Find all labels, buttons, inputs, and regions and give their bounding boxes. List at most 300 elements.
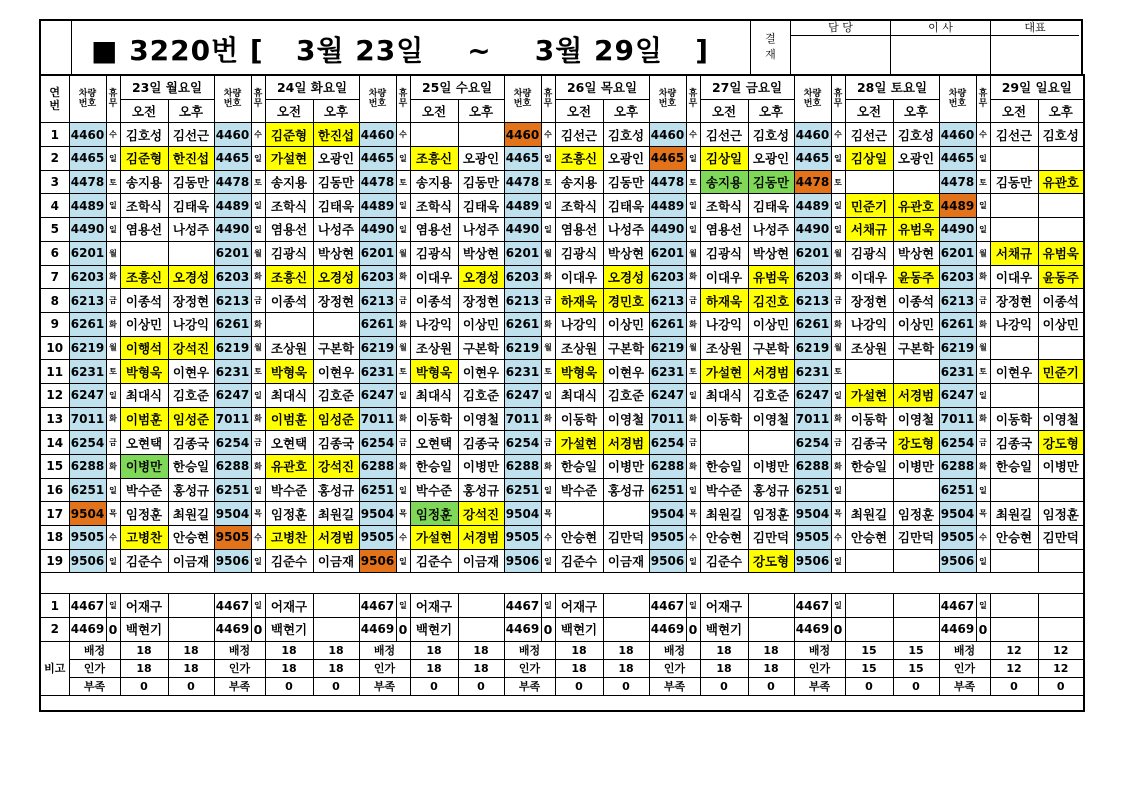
pm-header: 오후 <box>748 99 794 123</box>
driver-am: 한승일 <box>990 455 1038 479</box>
driver-pm: 이현우 <box>603 360 649 384</box>
driver-am: 김광식 <box>555 241 603 265</box>
driver-pm: 김동만 <box>313 170 359 194</box>
driver-am: 나강익 <box>410 312 458 336</box>
car-number: 9506 <box>504 549 541 573</box>
driver-am: 임정훈 <box>120 502 168 526</box>
car-number: 6213 <box>504 289 541 313</box>
rest-day: 일 <box>106 594 120 618</box>
rest-day: 토 <box>831 360 845 384</box>
rest-day: 월 <box>541 336 555 360</box>
footer-row-label: 배정 <box>794 641 845 659</box>
driver-am <box>990 618 1038 642</box>
footer-value-pm: 0 <box>1038 677 1084 695</box>
driver-am: 조흥신 <box>555 147 603 171</box>
rest-day: 화 <box>106 407 120 431</box>
car-number: 4490 <box>504 218 541 242</box>
rest-day: 일 <box>541 594 555 618</box>
rest-day: 0 <box>686 618 700 642</box>
driver-am: 조상원 <box>265 336 313 360</box>
rest-day: 토 <box>251 170 265 194</box>
car-number: 6261 <box>214 312 251 336</box>
car-number-header: 차량 번호 <box>359 75 396 123</box>
driver-am <box>845 360 893 384</box>
rest-day: 화 <box>396 407 410 431</box>
car-number: 6231 <box>214 360 251 384</box>
car-number: 6247 <box>214 383 251 407</box>
driver-am: 백현기 <box>120 618 168 642</box>
driver-am: 염용선 <box>265 218 313 242</box>
rest-day: 일 <box>831 478 845 502</box>
driver-am: 박형욱 <box>555 360 603 384</box>
car-number: 4465 <box>939 147 976 171</box>
rest-day: 토 <box>976 170 990 194</box>
car-number: 6288 <box>504 455 541 479</box>
rest-day: 토 <box>396 170 410 194</box>
rest-day: 토 <box>106 170 120 194</box>
footer-row <box>40 641 1084 659</box>
rest-day-header: 휴 무 <box>686 75 700 123</box>
driver-am: 서채규 <box>990 241 1038 265</box>
rest-day: 일 <box>686 194 700 218</box>
driver-am <box>990 594 1038 618</box>
driver-pm: 이상민 <box>1038 312 1084 336</box>
footer-value-pm: 0 <box>893 677 939 695</box>
pm-header: 오후 <box>1038 99 1084 123</box>
driver-pm <box>748 618 794 642</box>
driver-pm: 장정현 <box>168 289 214 313</box>
car-number: 6247 <box>794 383 831 407</box>
rest-day: 화 <box>831 265 845 289</box>
rest-day: 일 <box>686 478 700 502</box>
footer-value-am: 0 <box>555 677 603 695</box>
car-number: 6213 <box>939 289 976 313</box>
driver-am <box>845 170 893 194</box>
rest-day: 화 <box>686 407 700 431</box>
car-number: 9504 <box>69 502 106 526</box>
rest-day: 일 <box>976 594 990 618</box>
car-number: 9505 <box>69 526 106 550</box>
driver-pm: 윤동주 <box>1038 265 1084 289</box>
car-number: 4465 <box>504 147 541 171</box>
driver-am: 김선근 <box>845 123 893 147</box>
footer-value-am: 12 <box>990 659 1038 677</box>
driver-am <box>410 123 458 147</box>
footer-value-am: 12 <box>990 641 1038 659</box>
am-header: 오전 <box>700 99 748 123</box>
driver-pm: 이병만 <box>458 455 504 479</box>
car-number: 6231 <box>69 360 106 384</box>
driver-am: 유관호 <box>265 455 313 479</box>
driver-pm: 이현우 <box>168 360 214 384</box>
rest-day: 토 <box>976 360 990 384</box>
driver-am: 조흥신 <box>265 265 313 289</box>
driver-am: 최대식 <box>410 383 458 407</box>
car-number: 6231 <box>939 360 976 384</box>
car-number: 4478 <box>504 170 541 194</box>
car-number: 4467 <box>69 594 106 618</box>
rest-day: 화 <box>106 312 120 336</box>
car-number: 4469 <box>794 618 831 642</box>
rest-day: 수 <box>541 526 555 550</box>
driver-am: 박수준 <box>555 478 603 502</box>
driver-pm: 한진섭 <box>168 147 214 171</box>
car-number: 4469 <box>649 618 686 642</box>
row-number: 2 <box>40 147 69 171</box>
driver-pm <box>168 594 214 618</box>
driver-pm: 김호준 <box>748 383 794 407</box>
rest-day: 화 <box>541 312 555 336</box>
row-number: 3 <box>40 170 69 194</box>
rest-day: 금 <box>831 289 845 313</box>
pm-header: 오후 <box>313 99 359 123</box>
row-number: 8 <box>40 289 69 313</box>
table-row <box>40 407 1084 431</box>
car-number: 7011 <box>69 407 106 431</box>
car-number: 6254 <box>69 431 106 455</box>
footer-value-am: 18 <box>265 641 313 659</box>
driver-pm: 임정훈 <box>893 502 939 526</box>
car-number: 6231 <box>359 360 396 384</box>
table-row <box>40 594 1084 618</box>
driver-am <box>845 618 893 642</box>
car-number: 7011 <box>939 407 976 431</box>
rest-day: 일 <box>251 478 265 502</box>
row-number-header: 연 번 <box>40 75 69 123</box>
driver-am: 조상원 <box>700 336 748 360</box>
approval-col-director <box>891 21 991 74</box>
am-header: 오전 <box>120 99 168 123</box>
car-number: 4469 <box>359 618 396 642</box>
table-row <box>40 265 1084 289</box>
approval-role: 대표 <box>991 21 1079 36</box>
driver-am: 김종국 <box>990 431 1038 455</box>
driver-am: 최원길 <box>990 502 1038 526</box>
footer-value-pm: 15 <box>893 641 939 659</box>
rest-day: 일 <box>541 549 555 573</box>
driver-pm: 이영철 <box>603 407 649 431</box>
rest-day-header: 휴 무 <box>541 75 555 123</box>
driver-am: 오현택 <box>265 431 313 455</box>
driver-pm: 김호준 <box>313 383 359 407</box>
blank-cell <box>40 695 1084 711</box>
driver-am: 한승일 <box>410 455 458 479</box>
car-number: 7011 <box>214 407 251 431</box>
driver-am: 가설현 <box>700 360 748 384</box>
driver-am: 이동학 <box>990 407 1038 431</box>
driver-pm: 홍성규 <box>168 478 214 502</box>
driver-am: 장정현 <box>845 289 893 313</box>
driver-am <box>845 594 893 618</box>
driver-am: 송지용 <box>700 170 748 194</box>
driver-pm <box>893 170 939 194</box>
rest-day: 월 <box>396 336 410 360</box>
car-number: 4489 <box>939 194 976 218</box>
car-number: 9504 <box>649 502 686 526</box>
driver-am: 염용선 <box>120 218 168 242</box>
driver-pm: 경민호 <box>603 289 649 313</box>
car-number: 6247 <box>939 383 976 407</box>
driver-am: 민준기 <box>845 194 893 218</box>
driver-am: 백현기 <box>700 618 748 642</box>
driver-pm: 오광인 <box>603 147 649 171</box>
rest-day: 일 <box>831 147 845 171</box>
driver-pm: 김동만 <box>458 170 504 194</box>
driver-am: 조흥신 <box>410 147 458 171</box>
rest-day: 0 <box>831 618 845 642</box>
driver-am: 나강익 <box>845 312 893 336</box>
car-number: 6219 <box>69 336 106 360</box>
rest-day: 0 <box>396 618 410 642</box>
driver-pm: 강석진 <box>168 336 214 360</box>
footer-row <box>40 659 1084 677</box>
car-number: 4490 <box>794 218 831 242</box>
driver-pm: 윤동주 <box>893 265 939 289</box>
driver-pm: 민준기 <box>1038 360 1084 384</box>
footer-value-am: 18 <box>120 659 168 677</box>
rest-day: 금 <box>686 289 700 313</box>
driver-pm: 구본학 <box>458 336 504 360</box>
footer-value-am: 0 <box>990 677 1038 695</box>
table-row <box>40 618 1084 642</box>
rest-day: 화 <box>976 455 990 479</box>
rest-day: 목 <box>251 502 265 526</box>
car-number: 9504 <box>359 502 396 526</box>
driver-am: 최대식 <box>555 383 603 407</box>
footer-row-label: 부족 <box>359 677 410 695</box>
table-row <box>40 289 1084 313</box>
rest-day: 일 <box>251 383 265 407</box>
driver-pm: 박상현 <box>893 241 939 265</box>
car-number: 4460 <box>794 123 831 147</box>
car-number: 6213 <box>214 289 251 313</box>
driver-am: 가설현 <box>410 526 458 550</box>
driver-am: 안승현 <box>555 526 603 550</box>
driver-am <box>845 549 893 573</box>
driver-pm: 김만덕 <box>1038 526 1084 550</box>
rest-day: 일 <box>831 383 845 407</box>
car-number: 6261 <box>504 312 541 336</box>
driver-pm: 강석진 <box>458 502 504 526</box>
rest-day: 일 <box>251 549 265 573</box>
car-number: 6261 <box>794 312 831 336</box>
driver-am: 조상원 <box>555 336 603 360</box>
footer-row-label: 부족 <box>794 677 845 695</box>
driver-pm: 김종국 <box>458 431 504 455</box>
rest-day: 일 <box>541 147 555 171</box>
footer-row-label: 배정 <box>649 641 700 659</box>
car-number: 4489 <box>359 194 396 218</box>
table-row <box>40 455 1084 479</box>
driver-am: 이동학 <box>700 407 748 431</box>
driver-pm: 김만덕 <box>603 526 649 550</box>
rest-day: 일 <box>686 383 700 407</box>
rest-day: 수 <box>976 526 990 550</box>
footer-value-pm: 18 <box>603 659 649 677</box>
footer-value-pm: 18 <box>313 641 359 659</box>
car-number-header: 차량 번호 <box>649 75 686 123</box>
driver-pm <box>748 594 794 618</box>
rest-day: 금 <box>831 431 845 455</box>
driver-am: 조학식 <box>265 194 313 218</box>
car-number: 4478 <box>794 170 831 194</box>
rest-day: 목 <box>541 502 555 526</box>
table-row <box>40 123 1084 147</box>
footer-row-label: 부족 <box>504 677 555 695</box>
footer-value-am: 18 <box>410 659 458 677</box>
driver-pm: 이금재 <box>313 549 359 573</box>
driver-am: 한승일 <box>555 455 603 479</box>
approval-box <box>750 21 1081 74</box>
page-title: ■ 3220번 [ 3월 23일 ~ 3월 29일 ] <box>91 34 710 67</box>
car-number: 6203 <box>794 265 831 289</box>
driver-am: 김준형 <box>120 147 168 171</box>
driver-am: 이대우 <box>555 265 603 289</box>
car-number: 6251 <box>359 478 396 502</box>
car-number: 4478 <box>939 170 976 194</box>
rest-day: 토 <box>106 360 120 384</box>
footer-value-pm: 12 <box>1038 641 1084 659</box>
driver-am: 박형욱 <box>120 360 168 384</box>
driver-am: 김준수 <box>555 549 603 573</box>
day-header: 27일 금요일 <box>700 75 794 99</box>
car-number: 4467 <box>649 594 686 618</box>
driver-pm <box>603 618 649 642</box>
car-number: 6231 <box>504 360 541 384</box>
footer-value-pm: 18 <box>168 641 214 659</box>
driver-pm <box>893 618 939 642</box>
driver-am: 김호성 <box>120 123 168 147</box>
car-number: 9505 <box>939 526 976 550</box>
driver-am: 임정훈 <box>410 502 458 526</box>
car-number: 6201 <box>649 241 686 265</box>
car-number: 6254 <box>649 431 686 455</box>
rest-day: 일 <box>976 194 990 218</box>
rest-day: 화 <box>541 407 555 431</box>
rest-day: 화 <box>396 312 410 336</box>
driver-pm: 이영철 <box>748 407 794 431</box>
driver-pm: 안승현 <box>168 526 214 550</box>
rest-day: 일 <box>831 594 845 618</box>
driver-pm: 유관호 <box>893 194 939 218</box>
driver-pm: 오광인 <box>313 147 359 171</box>
car-number: 6247 <box>504 383 541 407</box>
driver-pm: 구본학 <box>748 336 794 360</box>
driver-am: 김준수 <box>120 549 168 573</box>
driver-pm <box>313 312 359 336</box>
driver-pm: 서경범 <box>893 383 939 407</box>
rest-day: 일 <box>686 594 700 618</box>
driver-pm: 유범욱 <box>1038 241 1084 265</box>
rest-day: 수 <box>106 123 120 147</box>
driver-pm <box>168 241 214 265</box>
car-number: 6201 <box>359 241 396 265</box>
driver-pm: 이금재 <box>168 549 214 573</box>
row-number: 2 <box>40 618 69 642</box>
rest-day: 토 <box>396 360 410 384</box>
footer-row-label: 부족 <box>939 677 990 695</box>
footer-row-label: 부족 <box>649 677 700 695</box>
driver-pm: 오경성 <box>458 265 504 289</box>
car-number: 4460 <box>69 123 106 147</box>
driver-am: 송지용 <box>120 170 168 194</box>
car-number: 6251 <box>649 478 686 502</box>
rest-day: 일 <box>106 194 120 218</box>
day-header: 29일 일요일 <box>990 75 1084 99</box>
driver-pm: 나성주 <box>313 218 359 242</box>
driver-pm: 임성준 <box>313 407 359 431</box>
driver-pm: 나성주 <box>458 218 504 242</box>
car-number: 6288 <box>939 455 976 479</box>
footer-value-pm: 18 <box>458 641 504 659</box>
driver-pm: 한승일 <box>168 455 214 479</box>
car-number: 6213 <box>69 289 106 313</box>
rest-day: 화 <box>831 407 845 431</box>
table-row <box>40 147 1084 171</box>
driver-pm <box>1038 336 1084 360</box>
table-row <box>40 526 1084 550</box>
header-row <box>40 75 1084 99</box>
driver-pm: 김종국 <box>168 431 214 455</box>
rest-day: 일 <box>976 549 990 573</box>
rest-day: 금 <box>106 289 120 313</box>
driver-pm: 이상민 <box>893 312 939 336</box>
driver-am: 어재구 <box>265 594 313 618</box>
pm-header: 오후 <box>168 99 214 123</box>
am-header: 오전 <box>410 99 458 123</box>
footer-value-pm: 0 <box>748 677 794 695</box>
driver-am: 나강익 <box>990 312 1038 336</box>
driver-pm: 임정훈 <box>748 502 794 526</box>
car-number: 6219 <box>939 336 976 360</box>
driver-am: 어재구 <box>555 594 603 618</box>
footer-value-am: 0 <box>845 677 893 695</box>
car-number: 4465 <box>69 147 106 171</box>
car-number: 6203 <box>649 265 686 289</box>
car-number: 9506 <box>214 549 251 573</box>
driver-am <box>120 241 168 265</box>
driver-pm: 강도형 <box>1038 431 1084 455</box>
driver-pm: 오광인 <box>458 147 504 171</box>
driver-pm: 이병만 <box>603 455 649 479</box>
driver-pm: 김호성 <box>603 123 649 147</box>
car-number: 6203 <box>69 265 106 289</box>
car-number: 4465 <box>359 147 396 171</box>
car-number: 6288 <box>69 455 106 479</box>
row-number: 9 <box>40 312 69 336</box>
driver-pm <box>458 618 504 642</box>
driver-am: 가설현 <box>265 147 313 171</box>
car-number: 6261 <box>69 312 106 336</box>
footer-value-pm: 0 <box>168 677 214 695</box>
car-number: 6213 <box>649 289 686 313</box>
am-header: 오전 <box>555 99 603 123</box>
driver-pm: 박상현 <box>313 241 359 265</box>
rest-day: 금 <box>251 289 265 313</box>
rest-day: 월 <box>251 336 265 360</box>
driver-pm: 김만덕 <box>893 526 939 550</box>
driver-am: 이종석 <box>265 289 313 313</box>
car-number: 6254 <box>214 431 251 455</box>
driver-am: 김선근 <box>700 123 748 147</box>
driver-am: 조학식 <box>700 194 748 218</box>
driver-am: 한승일 <box>845 455 893 479</box>
footer-row-label: 부족 <box>69 677 120 695</box>
footer-value-pm: 15 <box>893 659 939 677</box>
car-number: 4490 <box>214 218 251 242</box>
driver-pm: 임정훈 <box>1038 502 1084 526</box>
car-number: 4467 <box>214 594 251 618</box>
